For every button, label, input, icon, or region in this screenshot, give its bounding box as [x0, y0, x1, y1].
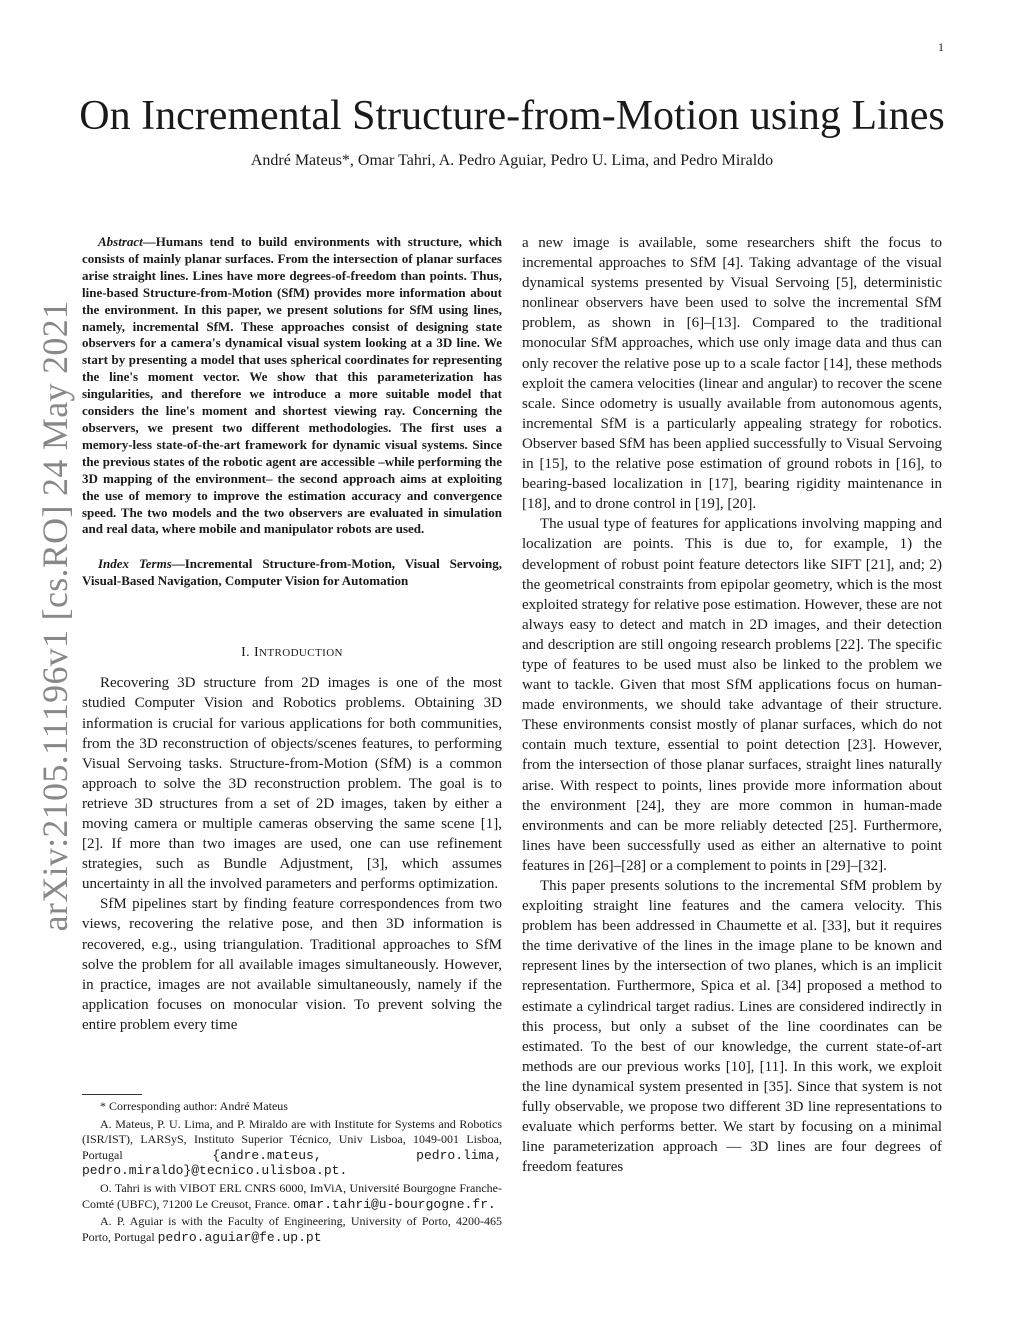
intro-paragraph: Recovering 3D structure from 2D images is one of the most studied Computer Vision and Robotics problems. Obtaining 3D information is crucial for various applications for both communities, from the 3D reconstruction of objects/scenes features, to performing Visual Servoing tasks. Structure-from-Motion (SfM) is a common approach to solve the 3D reconstruction problem. The goal is to retrieve 3D structures from a set of 2D images, taken by either a moving camera or multiple cameras observing the same scene [1], [2]. If more than two images are used, one can use refinement strategies, such as Bundle Adjustment, [3], which assumes uncertainty in all the involved parameters and performs optimization.	[82, 675, 502, 893]
affiliation-text: A. P. Aguiar is with the Faculty of Engineering, University of Porto, 4200-465 Porto, Portugal	[82, 1214, 502, 1244]
intro-paragraph: SfM pipelines start by finding feature correspondences from two views, recovering the relative pose, and then 3D information is recovered, e.g., using triangulation. Traditional approaches to SfM solve the problem for all available images simultaneously. However, in practice, images are not available simultaneously, namely if the application focuses on monocular vision. To prevent solving the entire problem every time	[82, 896, 502, 1033]
abstract-text: —Humans tend to build environments with structure, which consists of mainly planar surfaces. From the intersection of planar surfaces arise straight lines. Lines have more degrees-of-freedom than points. Thus, line-based Structure-from-Motion (SfM) provides more information about the environment. In this paper, we present solutions for SfM using lines, namely, incremental SfM. These approaches consist of designing state observers for a camera's dynamical visual system looking at a 3D line. We start by presenting a model that uses spherical coordinates for representing the line's moment vector. We show that this parameterization has singularities, and therefore we introduce a more suitable model that considers the line's moment and shortest viewing ray. Concerning the observers, we present two different methodologies. The first uses a memory-less state-of-the-art framework for dynamic visual systems. Since the previous states of the robotic agent are accessible –while performing the 3D mapping of the environment– the second approach aims at exploiting the use of memory to improve the estimation accuracy and convergence speed. The two models and the two observers are evaluated in simulation and real data, where mobile and manipulator robots are used.	[82, 234, 502, 537]
email-address: omar.tahri@u-bourgogne.fr.	[292, 1196, 496, 1212]
footnote-affiliation-porto	[82, 1214, 502, 1245]
email-address: pedro.aguiar@fe.up.pt	[157, 1229, 322, 1245]
footnote-affiliation-vibot	[82, 1181, 502, 1212]
body-paragraph: The usual type of features for applications involving mapping and localization are points. This is due to, for example, 1) the development of robust point feature detectors like SIFT [21], and; 2) the geometrical constraints from epipolar geometry, which is the most exploited strategy for relative pose estimation. However, these are not always easy to detect and match in 2D images, and their detection and description are still ongoing research problems [22]. The specific type of features to be used must also be linked to the problem we want to tackle. Given that most SfM applications focus on human-made environments, we should take advantage of their structure. These environments consist mostly of planar surfaces, which do not contain much texture, essential to point detection [23]. However, from the intersection of those planar surfaces, straight lines naturally arise. With respect to points, lines provide more information about the environment [24], they are more common in human-made environments and can be more reliably detected [25]. Furthermore, lines have been successfully used as either an alternative to point features in [26]–[28] or a complement to points in [29]–[32].	[522, 516, 942, 874]
affiliation-text: A. Mateus, P. U. Lima, and P. Miraldo are with Institute for Systems and Robotics (ISR/IST), LARSyS, Instituto Superior Técnico, Univ Lisboa, 1049-001 Lisboa, Portugal	[82, 1116, 502, 1162]
section-title-rest: NTRODUCTION	[259, 647, 343, 660]
index-terms	[82, 555, 502, 589]
abstract	[82, 234, 502, 538]
left-column	[82, 234, 502, 1035]
affiliation-text: O. Tahri is with VIBOT ERL CNRS 6000, ImViA, Université Bourgogne Franche-Comté (UBFC), 71200 Le Creusot, France.	[82, 1180, 502, 1211]
section-numeral: I.	[241, 645, 251, 661]
section-first-letter: I	[253, 645, 260, 661]
body-paragraph: a new image is available, some researchers shift the focus to incremental approaches to SfM [4]. Taking advantage of the visual dynamical systems presented by Visual Servoing [5], deterministic nonlinear observers have been used to solve the incremental SfM problem, as shown in [6]–[13]. Compared to the traditional monocular SfM approaches, which use only image data and thus can only recover the relative pose up to a scale factor [14], these methods exploit the camera velocities (linear and angular) to recover the scene scale. Since odometry is usually available from autonomous agents, incremental SfM is a particularly appealing strategy for robotics. Observer based SfM has been applied successfully to Visual Servoing in [15], to the relative pose estimation of ground robots in [16], to bearing-based localization in [17], bearing rigidity maintenance in [18], and to drone control in [19], [20].	[522, 235, 942, 513]
paper-title: On Incremental Structure-from-Motion using Lines	[79, 93, 945, 139]
section-heading-introduction	[82, 645, 502, 661]
abstract-label: Abstract	[98, 234, 143, 249]
right-column	[522, 233, 942, 1177]
page-number: 1	[938, 40, 944, 54]
author-list: André Mateus*, Omar Tahri, A. Pedro Aguiar, Pedro U. Lima, and Pedro Miraldo	[250, 152, 774, 169]
email-address: {andre.mateus, pedro.lima, pedro.miraldo}@tecnico.ulisboa.pt.	[82, 1147, 502, 1179]
footnote-affiliation-ist	[82, 1117, 502, 1179]
footnotes	[82, 1094, 502, 1247]
arxiv-identifier-stamp: arXiv:2105.11196v1 [cs.RO] 24 May 2021	[35, 300, 75, 932]
footnote-corresponding-author: * Corresponding author: André Mateus	[100, 1099, 288, 1113]
body-paragraph: This paper presents solutions to the incremental SfM problem by exploiting straight line features and the camera velocity. This problem has been addressed in Chaumette et al. [33], but it requires the time derivative of the lines in the image plane to be known and represent lines by the intersection of two planes, which is an implicit representation. Furthermore, Spica et al. [34] proposed a method to estimate a cylindrical target radius. Lines are considered indirectly in this process, but only a subset of the line coordinates can be estimated. To the best of our knowledge, the current state-of-art methods are our previous works [10], [11]. In this work, we exploit the line dynamical system presented in [35]. Since that system is not fully observable, we propose two different 3D line representations to evaluate which performs better. We start by focusing on a minimal line parameterization approach — 3D lines are four degrees of freedom features	[522, 878, 942, 1176]
footnote-rule	[82, 1094, 142, 1095]
index-terms-label: Index Terms	[98, 556, 172, 572]
index-terms-text: —Incremental Structure-from-Motion, Visual Servoing, Visual-Based Navigation, Computer Vision for Automation	[82, 556, 502, 589]
